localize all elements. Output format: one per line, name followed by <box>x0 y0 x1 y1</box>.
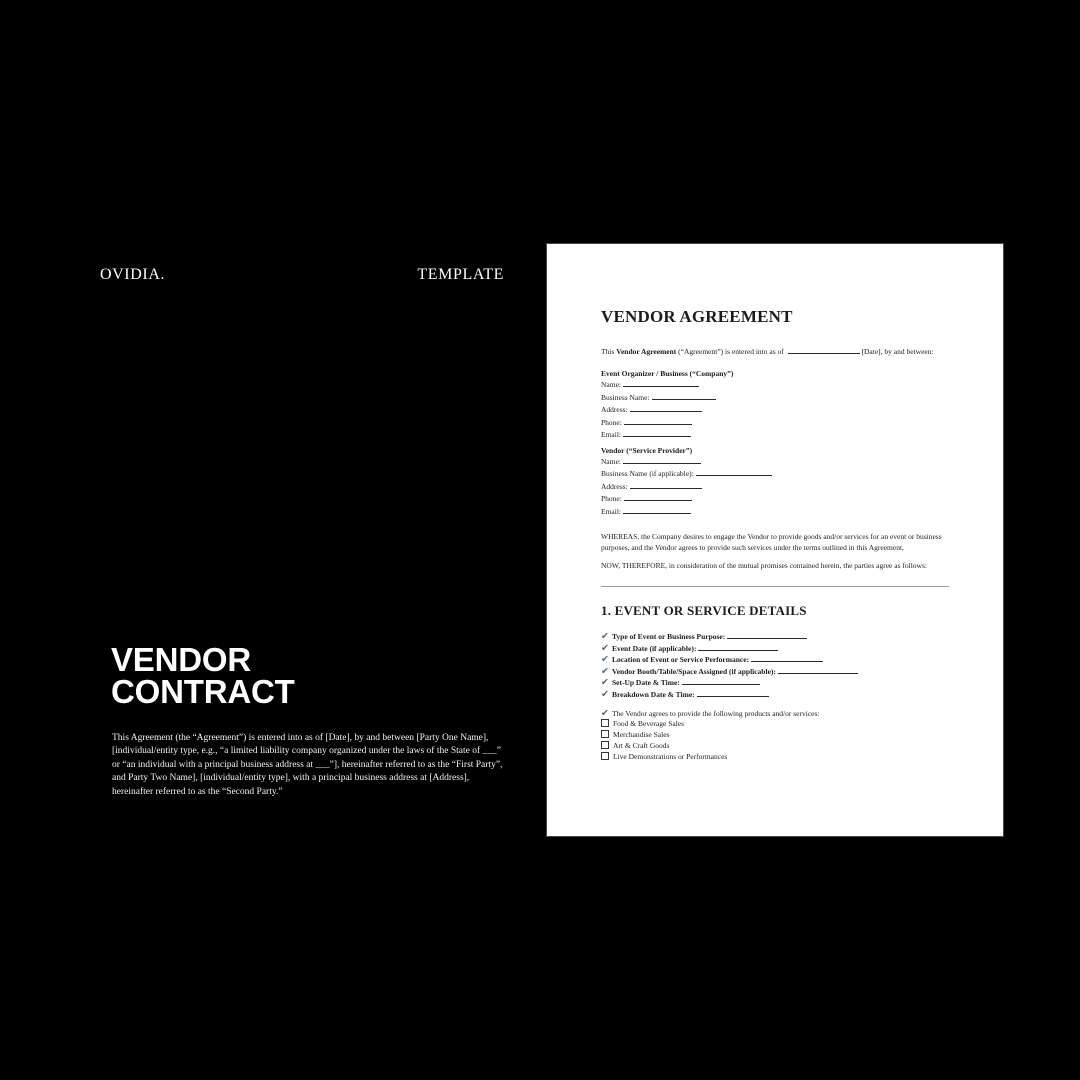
checkbox-icon <box>601 741 609 749</box>
document-title: VENDOR AGREEMENT <box>601 307 793 326</box>
blank-line <box>696 468 772 476</box>
blank-line <box>727 631 807 639</box>
intro-paragraph <box>601 346 941 357</box>
field-label: Address: <box>601 481 628 491</box>
field-row-company-email <box>601 429 949 442</box>
service-option <box>601 719 949 730</box>
whereas-paragraph: WHEREAS, the Company desires to engage the Vendor to provide goods and/or services for an event or business purposes, and the Vendor agrees to provide such services under the terms outlined in this Agreement, <box>601 532 942 552</box>
blank-line <box>682 677 760 685</box>
company-section-heading: Event Organizer / Business (“Company”) <box>601 369 734 378</box>
template-label: TEMPLATE <box>417 266 504 283</box>
brand-logo: OVIDIA. <box>100 266 166 283</box>
event-details-checklist <box>601 631 949 762</box>
field-label: Name: <box>601 456 621 466</box>
checkmark-icon: ✔ <box>601 642 609 654</box>
check-item-label: Type of Event or Business Purpose: <box>611 632 726 641</box>
checkmark-icon: ✔ <box>601 654 609 666</box>
blank-line <box>623 456 701 464</box>
intro-text-post: [Date], by and between: <box>859 347 934 356</box>
check-item <box>601 643 949 655</box>
blank-line <box>630 404 702 412</box>
intro-text-mid: (“Agreement”) is entered into as of <box>676 347 786 356</box>
check-item-label: Location of Event or Service Performance: <box>611 655 750 665</box>
service-option-label: Merchandise Sales <box>613 729 670 739</box>
blank-line <box>652 392 716 400</box>
check-item <box>601 689 949 701</box>
blank-line <box>697 689 769 697</box>
field-label: Email: <box>601 506 621 516</box>
blank-line <box>788 346 860 354</box>
now-therefore-paragraph: NOW, THEREFORE, in consideration of the mutual promises contained herein, the parties agree as follows: <box>601 561 927 570</box>
service-option <box>601 730 949 741</box>
checkmark-icon: ✔ <box>601 707 609 719</box>
blank-line <box>778 666 858 674</box>
field-label: Phone: <box>601 494 622 503</box>
field-row-company-address <box>601 404 949 417</box>
poster-description: This Agreement (the “Agreement”) is entered into as of [Date], by and between [Party One Name], [individual/entity type, e.g., “a limited liability company organized under the laws of the State of ___” or “an individual with a principal business address at ___”], hereinafter referred to as the “First Party”, and Party Two Name], [individual/entity type], with a principal business address at [Address], hereinafter referred to as the “Second Party.” <box>112 732 503 797</box>
field-row-vendor-phone <box>601 493 949 506</box>
checkmark-icon: ✔ <box>601 677 609 689</box>
field-row-vendor-business-name <box>601 468 949 481</box>
field-label: Address: <box>601 405 628 414</box>
blank-line <box>623 506 691 514</box>
check-item <box>601 666 949 678</box>
field-row-company-name <box>601 379 949 392</box>
section-divider <box>601 586 949 587</box>
blank-line <box>698 643 778 651</box>
service-option-label: Live Demonstrations or Performances <box>613 751 728 761</box>
checkmark-icon: ✔ <box>601 688 609 700</box>
services-intro-row <box>601 708 949 720</box>
blank-line <box>751 654 823 662</box>
services-intro-label: The Vendor agrees to provide the following products and/or services: <box>611 708 820 718</box>
vendor-section-heading: Vendor (“Service Provider”) <box>601 445 693 455</box>
field-row-vendor-address <box>601 481 949 494</box>
checkmark-icon: ✔ <box>601 665 609 677</box>
check-item-label: Set-Up Date & Time: <box>611 678 680 688</box>
check-item <box>601 677 949 689</box>
checkbox-icon <box>601 719 609 727</box>
poster-title-line2: CONTRACT <box>111 673 295 710</box>
field-label: Email: <box>601 430 621 439</box>
checkbox-icon <box>601 752 609 760</box>
service-option-label: Food & Beverage Sales <box>613 719 685 729</box>
blank-line <box>624 417 692 425</box>
check-item <box>601 654 949 666</box>
field-label: Name: <box>601 380 621 389</box>
poster-title-line1: VENDOR <box>111 641 251 678</box>
intro-text-bold: Vendor Agreement <box>616 347 677 356</box>
field-label: Business Name (if applicable): <box>601 469 694 478</box>
blank-line <box>630 481 702 489</box>
poster-title <box>111 641 295 710</box>
field-label: Phone: <box>601 417 622 427</box>
service-option-label: Art & Craft Goods <box>613 740 670 750</box>
service-option <box>601 752 949 763</box>
check-item-label: Event Date (if applicable): <box>611 643 697 653</box>
blank-line <box>623 429 691 437</box>
check-item <box>601 631 949 643</box>
field-row-company-phone <box>601 417 949 430</box>
intro-text-pre: This <box>601 347 617 356</box>
check-item-label: Breakdown Date & Time: <box>611 689 695 699</box>
field-row-vendor-name <box>601 456 949 469</box>
service-option <box>601 741 949 752</box>
document-page <box>546 243 1004 837</box>
checkmark-icon: ✔ <box>601 631 609 642</box>
blank-line <box>624 493 692 501</box>
field-label: Business Name: <box>601 392 650 402</box>
section1-heading: 1. EVENT OR SERVICE DETAILS <box>601 603 807 618</box>
checkbox-icon <box>601 730 609 738</box>
field-row-company-business-name <box>601 392 949 405</box>
blank-line <box>623 379 699 387</box>
check-item-label: Vendor Booth/Table/Space Assigned (if applicable): <box>611 666 776 676</box>
field-row-vendor-email <box>601 506 949 519</box>
brand-row <box>100 266 504 284</box>
